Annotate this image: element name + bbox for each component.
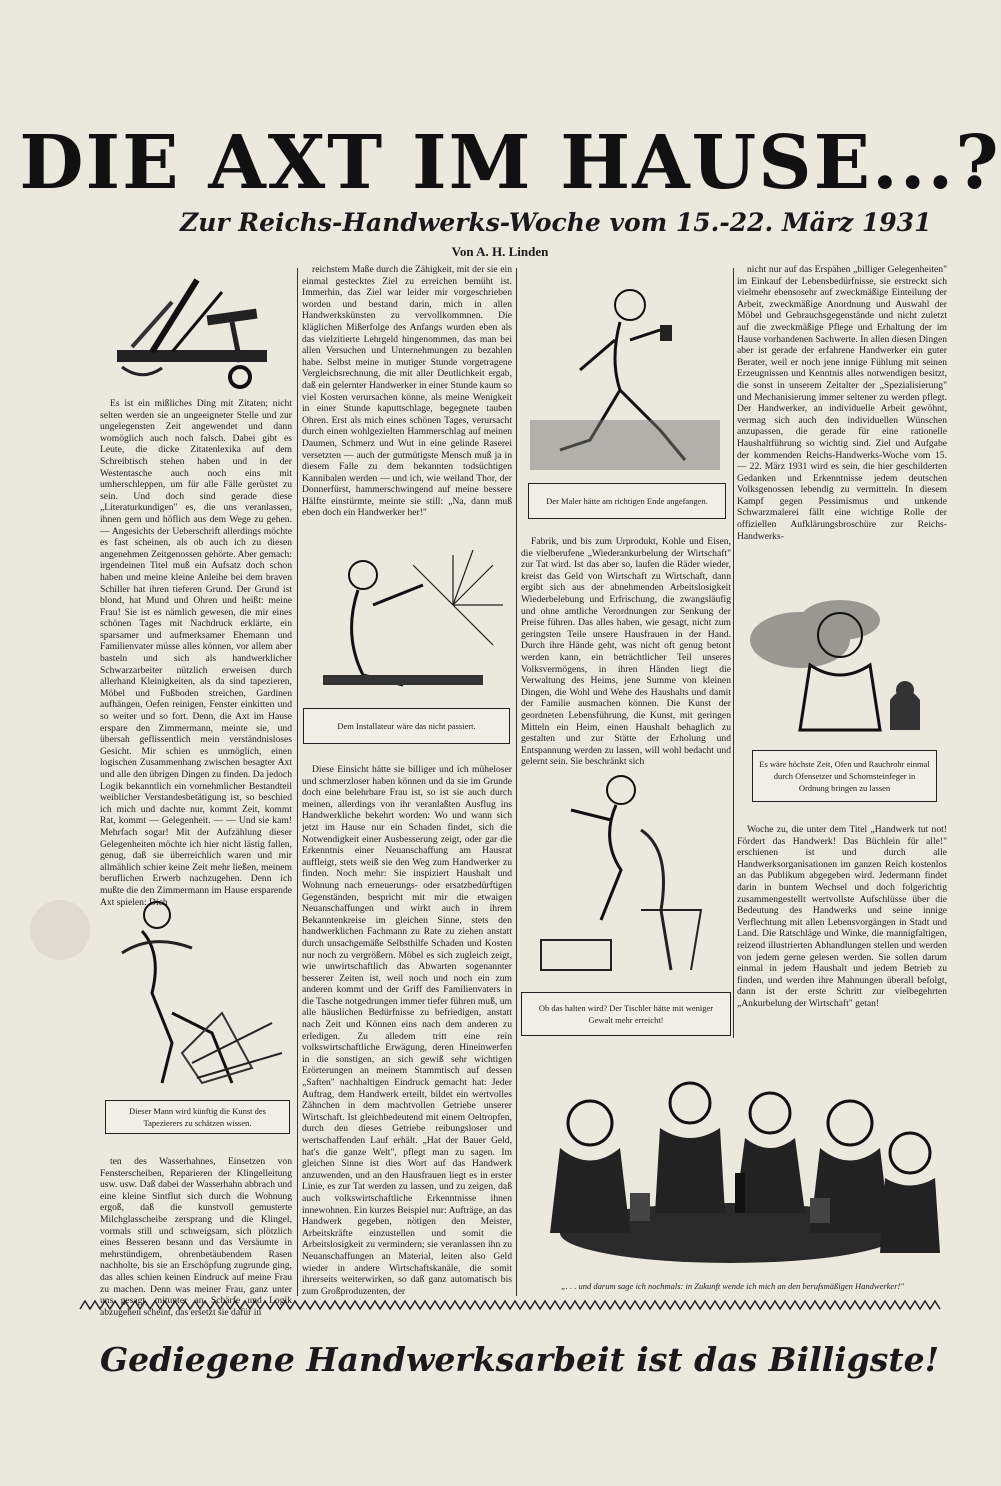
subtitle: Zur Reichs-Handwerks-Woche vom 15.-22. März 1931	[180, 208, 932, 237]
column-3-top	[521, 536, 731, 768]
column-3-top-text: Fabrik, und bis zum Urprodukt, Kohle und Eisen, die vielberufene „Wiederankurbelung der Wirtschaft" zur Tat wird. Ist das aber so, laufen die Räder wieder, kreist das Geld von Wirtschaft zu Wirtschaft, dann ergibt sich aus der abnehmenden Arbeitslosigkeit Wiederbelebung und Erfrischung, die zwangsläufig und ohne amtliche Verordnungen zur Senkung der Preise führen. Das alles haben, wie gesagt, nicht zum geringsten Teile unsere Hausfrauen in der Hand. Durch ihre Hände geht, was nicht oft genug betont werden kann, ein beträchtlicher Teil unseres Volksvermögens, in ihren Händen liegt die Verwaltung des Heims, jene Summe von kleinen Dingen, die Wohl und Wehe des Haushalts und damit der Familie ausmachen können. Die Kunst der geordneten Lebensführung, die Kunst, mit geringen Mitteln ein Heim, einen Haushalt behaglich zu gestalten und zur Stätte der Erholung und Entspannung werden zu lassen, will wohl bedacht und gelernt sein. Sie beschränkt sich	[521, 536, 731, 768]
column-2-bottom-text: Diese Einsicht hätte sie billiger und ich müheloser und schmerzloser haben können und da sie im Grunde doch eine belehrbare Frau ist, so ist sie auch durch meinen, allerdings von ihr veranlaßten Ausflug ins Handwerkliche bekehrt worden: Wo und wann sich jetzt im Hause nur ein Schaden findet, sich die Notwendigkeit einer Ausbesserung zeigt, oder gar die Erkenntnis einer Neuanschaffung am Hausrat auffleigt, stets weiß sie den Weg zum Handwerker zu finden. Noch mehr: Sie inspiziert Haushalt und Wohnung nach erneuerungs- oder ersatzbedürftigen Gegenständen, bespricht mit mir die etwaigen Neuanschaffungen und wirkt auch in ihrem Bekanntenkreise im gleichen Sinne, stets den handwerklichen Fachmann zu Rate zu ziehen anstatt durch unsachgemäße Selbsthilfe Schaden und Kosten nur noch zu vergrößern. Möbel es sich zugleich zeigt, wie unwirtschaftlich das Abwarten sogenannter besserer Zeiten ist, weil noch und noch ein zum anderen kommt und der Griff des Familienvaters in die Tasche notgedrungen immer tiefer führen muß, um alle häuslichen Bedürfnisse zu befriedigen, anstatt nach Zeit und Können eins nach dem anderen zu erledigen. Zu alledem tritt eine rein volkswirtschaftliche Erwägung, deren Hineinwerfen in die sonstigen, an sich gewiß sehr wichtigen Erörterungen an meinem Stammtisch auf dessen „Saften" nachhaltigen Eindruck gemacht hat: Jeder Auftrag, dem Handwerk erteilt, bildet ein wertvolles Zähnchen in dem machtvollen Getriebe unserer Wirtschaft. Ist gleichbedeutend mit einem Oeltropfen, durch den dieses Getriebe reibungsloser und wertschaffenden Lauf erhält. „Hat der Bauer Geld, hat's die ganze Welt", pflegt man zu sagen. Im gleichen Sinne ist dies Wort auf das Handwerk anzuwenden, und an den Hausfrauen liegt es in erster Linie, es zur Tat werden zu lassen, und zu zeigen, daß auch volkswirtschaftliche Erkenntnisse ihnen innewohnen. Ein kurzes Beispiel nur: Aufträge, an das Handwerk gegeben, nötigen den Meister, Arbeitskräfte einzustellen und somit die Arbeitslosigkeit zu vermindern; sie veranlassen ihn zu Neuanschaffungen an Material, leiten also Geld wieder in andere Wirtschaftskanäle, die somit ihrerseits weiterwirken, so daß ganz automatisch bis zum Großproduzenten, der	[302, 764, 512, 1297]
column-rule-2	[516, 268, 517, 1296]
column-rule-3	[733, 268, 734, 1038]
byline: Von A. H. Linden	[451, 244, 549, 259]
caption-ofensetzer: Es wäre höchste Zeit, Ofen und Rauchrohr einmal durch Ofensetzer und Schornsteinfeger in Ordnung bringen zu lassen	[752, 750, 937, 802]
caption-installateur: Dem Installateur wäre das nicht passiert.	[303, 708, 510, 744]
tools-illustration	[112, 272, 284, 392]
maler-illustration	[520, 270, 730, 475]
column-1-bottom	[100, 1156, 292, 1318]
column-4-top	[737, 264, 947, 582]
ofensetzer-illustration	[740, 590, 945, 740]
column-1-top-text: Es ist ein mißliches Ding mit Zitaten; nicht selten werden sie an ungeeigneter Stelle und zur ungelegensten Zeit angewendet und dann womöglich auch noch falsch. Dabei gibt es Leute, die dicke Zitatenlexika auf dem Schreibtisch stehen haben und in der Westentasche auch noch eins mit umherschleppen, um für alle Fälle gerüstet zu sein. Und doch sind gerade diese „Literaturkundigen" es, die uns veranlassen, ihnen gern und höflich aus dem Wege zu gehen. — Angesichts der Ueberschrift allerdings möchte es fast scheinen, als ob auch ich zu diesen angenehmen Zeitgenossen gehörte. Aber gemach: irgendeinen Titel muß ein Aufsatz doch schon haben und meine kleine Anleihe bei dem braven Schiller hat ihren tieferen Grund. Der Grund ist blond, hat Mund und Ohren und heißt: meine Frau! Sie ist es nämlich gewesen, die mir eines schönen Tages mit Nachdruck erklärte, ein sparsamer und aufmerksamer Ehemann und Familienvater müsse alles können, vor allem aber basteln und sich als handwerklicher Schwarzarbeiter nützlich erweisen durch allerhand Kleinigkeiten, als da sind tapezieren, Möbel und Fußboden streichen, Gardinen aufhängen, Oefen reinigen, Fenster einkitten und so weiter und so fort. Denn, die Axt im Hause erspare den Zimmermann, meinte sie, und übersah geflissentlich mein verständnisloses Gesicht. Mir schien es unmöglich, einen logischen Zusammenhang zwischen besagter Axt und alle den übrigen Dingen zu finden. Da jedoch Logik bekanntlich ein vornehmlicher Bestandteil weiblicher Verstandesbetätigung ist, so beschied ich mich und dachte nur, kommt Zeit, kommt Rat, kommt — Gelegenheit. — — Und sie kam! Mehrfach sogar! Mit der Aufzählung dieser Gelegenheiten möchte ich hier nicht lästig fallen, genug, daß sie überreichlich waren und mir allmählich schier keine Zeit mehr ließen, meinem beruflichen Erwerb nachzugehen. Denn ich mußte die den Zimmermann im Hause ersparende Axt spielen: Dich	[100, 398, 292, 908]
column-4-bottom-text: Woche zu, die unter dem Titel „Handwerk tut not! Fördert das Handwerk! Das Büchlein für alle!" erschienen ist und durch alle Handwerksorganisationen im ganzen Reich kostenlos an das Publikum abgegeben wird. Jedermann findet darin in buntem Wechsel und doch folgerichtig zusammengestellt wertvollste Aufschlüsse über die Bedeutung des Handwerks und seine innige Verflechtung mit allen Lebensvorgängen in Stadt und Land. Die Ratschläge und Winke, die mannigfaltigen, reizend illustrierten Abhandlungen stellen und werden von jedem gerne gelesen werden. Sie sollen darum einmal in jedem Haushalt und jedem Betrieb zu finden, und werden ihre Mahnungen überall befolgt, dann ist der erste Schritt zur vielbegehrten „Ankurbelung der Wirtschaft" getan!	[737, 824, 947, 1009]
column-2-top-text: reichstem Maße durch die Zähigkeit, mit der sie ein einmal gestecktes Ziel zu erreichen bemüht ist. Immerhin, das Ziel war leider mir vorgeschrieben worden und bestand darin, mich in allen Handwerkskünsten zu vervollkommnen. Die kläglichen Mißerfolge des Anfangs wurden eben als das vielzitierte Lehrgeld hingenommen, das man bei allen Versuchen und Unternehmungen zu bezahlen habe. Selbst meine in mutiger Stunde vorgetragene Vergleichsrechnung, die mit aller Deutlichkeit ergab, daß ein gelernter Handwerker in einer Stunde kaum so viel Kosten verursachen könne, als meine Wenigkeit in einer Stunde kaputtschlage, begegnete tauben Ohren. Erst als mich eines schönen Tages, verursacht durch einen wohlgezielten Hammerschlag auf meinen Daumen, Schmerz und Wut in eine gelinde Raserei versetzten — auch der gutmütigste Mensch muß ja in diesem Falle zu dem bekannten todsüchtigen Kannibalen werden — und ich, wie weiland Thor, der Donnerfürst, hammerschwingend auf meine bessere Hälfte einstürmte, meinte sie still: „Na, dann muß eben doch ein Handwerker her!"	[302, 264, 512, 519]
column-4-bottom	[737, 824, 947, 1060]
caption-stammtisch: „. . . und darum sage ich nochmals: in Zukunft wende ich mich an den berufsmäßigen Handwerker!"	[561, 1281, 904, 1291]
column-2-top	[302, 264, 512, 537]
caption-maler: Der Maler hätte am richtigen Ende angefangen.	[528, 483, 726, 519]
column-4-top-text: nicht nur auf das Erspähen „billiger Gelegenheiten" im Einkauf der Lebensbedürfnisse, sie erstreckt sich vielmehr ebensosehr auf zweckmäßige Einteilung der Arbeit, zweckmäßige Anordnung und Auswahl der Möbel und Gebrauchsgegenstände und nicht zuletzt auf die zweckmäßige Pflege und Erhaltung der im Hause vorhandenen Sachwerte. In allen diesen Dingen aber ist gerade der erfahrene Handwerker ein guter Berater, weil er noch jene innige Fühlung mit seinen Erzeugnissen und Kenntnis alles notwendigen besitzt, die sonst in unserem Zeitalter der „Spezialisierung" und Mechanisierung immer seltener zu werden pflegt. Der Handwerker, an individuelle Arbeit gewöhnt, vermag sich auch den individuellen Wünschen anzupassen, die gerade für eine rationelle Haushaltführung so wichtig sind. Ziel und Aufgabe der kommenden Reichs-Handwerks-Woche vom 15. — 22. März 1931 wird es sein, die hier geschilderten Gedanken und Erkenntnisse jedem deutschen Volksgenossen lebendig zu vermitteln. In diesem Kampf gegen Pessimismus und unkende Schwarzmalerei fällt eine wichtige Rolle der offiziellen Aufklärungsbroschüre zur Reichs-Handwerks-	[737, 264, 947, 542]
headline: DIE AXT IM HAUSE...?	[19, 119, 1001, 206]
tischler-illustration	[521, 760, 731, 985]
paper-stain	[30, 900, 90, 960]
footer-slogan: Gediegene Handwerksarbeit ist das Billigste!	[100, 1340, 940, 1379]
installateur-illustration	[303, 545, 510, 703]
column-rule-1	[297, 268, 298, 1296]
zigzag-divider	[80, 1299, 940, 1311]
stammtisch-illustration	[520, 1063, 945, 1273]
caption-tischler: Ob das halten wird? Der Tischler hätte mit weniger Gewalt mehr erreicht!	[521, 992, 731, 1036]
column-2-bottom	[302, 764, 512, 1296]
tapezierer-illustration	[102, 893, 292, 1093]
caption-tapezierer: Dieser Mann wird künftig die Kunst des Tapezierers zu schätzen wissen.	[105, 1100, 290, 1134]
column-1-top	[100, 398, 292, 908]
column-1-bottom-text: ten des Wasserhahnes, Einsetzen von Fensterscheiben, Reparieren der Klingelleitung usw. usw. Daß dabei der Wasserhahn abbrach und eine kleine Sintflut sich durch die Wohnung ergoß, daß die kunstvoll gemusterte Milchglasscheibe zersprang und die Klingel, vormals still und schweigsam, sich plötzlich eines Besseren besann und das Versäumte in mehrstündigem, ohrenbetäubendem Rasen nachholte, bis sie an Erschöpfung zugrunde ging, das alles schien keinen Eindruck auf meine Frau zu machen. Denn was meiner Frau, ganz unter uns gesagt, mitunter an Schärfe und Logik abzugehen scheint, das ersetzt sie dafür in	[100, 1156, 292, 1318]
